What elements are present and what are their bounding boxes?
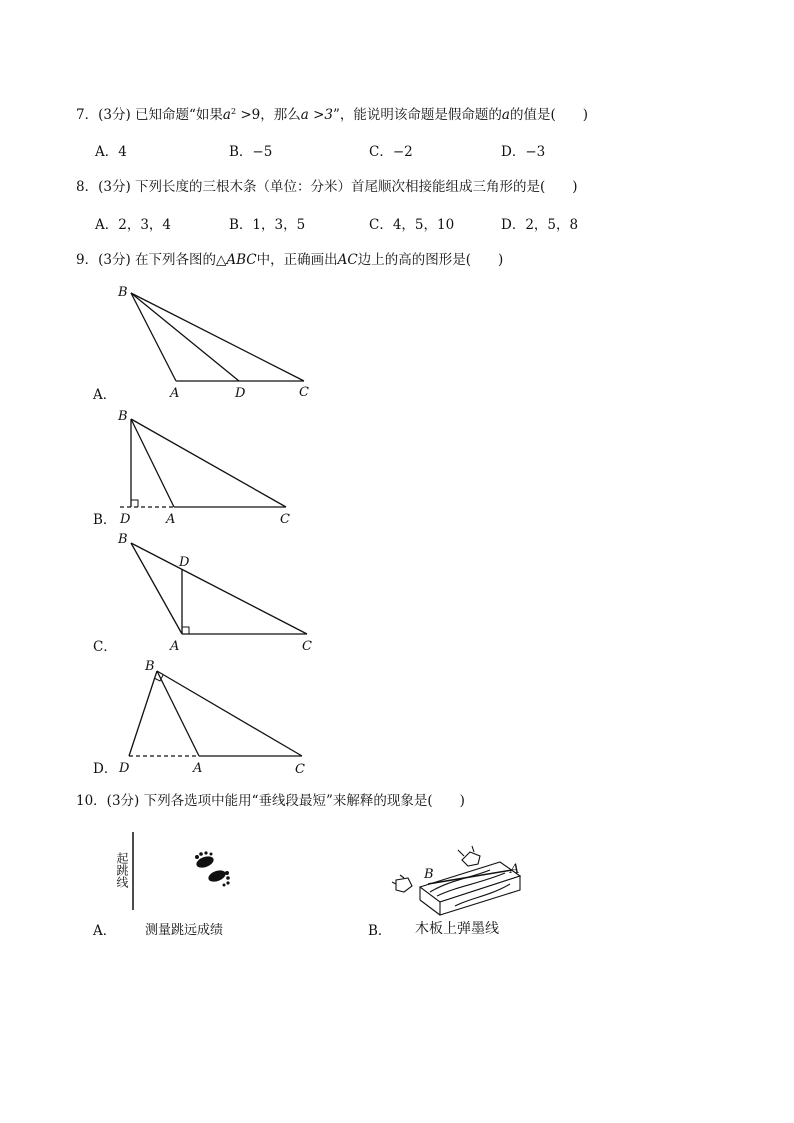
q7-option-a: A．4 — [95, 144, 127, 160]
q7-option-c: C．−2 — [369, 144, 413, 160]
q8-option-a: A．2，3，4 — [95, 217, 172, 233]
q8-option-b: B．1，3，5 — [229, 217, 306, 233]
figure-c-triangle — [131, 543, 307, 634]
question-10: 10．(3分) 下列各选项中能用“垂线段最短”来解释的现象是( ) — [76, 793, 465, 809]
q9-choice-a: A． — [93, 387, 117, 403]
figure-d-triangle — [129, 671, 302, 756]
figure-a-triangle — [131, 293, 304, 381]
figure-b-triangle — [120, 419, 286, 507]
q7-var-a2: a — [501, 107, 510, 123]
q9-prefix: 9．(3分) 在下列各图的△ — [76, 252, 227, 268]
fig-b-label-b: B — [118, 409, 128, 424]
q10-fig-b — [392, 846, 520, 915]
q8-option-c: C．4，5，10 — [369, 217, 455, 233]
q9-mid: 中，正确画出 — [256, 252, 338, 268]
q7-mid2: ”，能说明该命题是假命题的 — [333, 107, 502, 123]
q9-choice-c: C． — [93, 639, 117, 655]
fig-d-label-b: B — [145, 659, 155, 674]
q10-fig-b-label-b: B — [424, 867, 434, 882]
q10-fig-b-caption: 木板上弹墨线 — [415, 921, 499, 937]
fig-a-label-b: B — [118, 285, 128, 300]
q9-ac: AC — [337, 252, 358, 268]
q7-option-b: B．−5 — [229, 144, 273, 160]
q9-suffix: 边上的高的图形是( ) — [357, 252, 504, 268]
q10-fig-b-label-a: A — [510, 862, 520, 877]
hand-left-icon — [392, 875, 412, 892]
fig-a-label-c: C — [299, 385, 309, 400]
q9-choice-d: D． — [93, 761, 118, 777]
fig-a-label-a: A — [170, 386, 180, 401]
question-8: 8．(3分) 下列长度的三根木条（单位：分米）首尾顺次相接能组成三角形的是( ) — [76, 179, 578, 195]
q7-var-a: a — [222, 107, 231, 123]
q9-abc: ABC — [226, 252, 257, 268]
q10-choice-a: A． — [93, 923, 117, 939]
fig-b-label-a: A — [166, 512, 176, 527]
q8-option-d: D．2，5，8 — [501, 217, 579, 233]
q7-exponent: 2 — [230, 107, 237, 116]
q10-fig-a — [133, 832, 230, 910]
fig-c-label-d: D — [179, 555, 190, 570]
q10-fig-a-vertical-label: 起跳线 — [115, 852, 129, 888]
fig-c-label-c: C — [302, 639, 312, 654]
hand-right-icon — [458, 846, 480, 866]
fig-d-label-d: D — [119, 761, 130, 776]
fig-b-label-d: D — [120, 512, 131, 527]
fig-c-label-b: B — [118, 532, 128, 547]
q9-choice-b: B． — [93, 512, 117, 528]
fig-d-label-a: A — [193, 761, 203, 776]
q7-cond2: a >3 — [300, 107, 334, 123]
q7-option-d: D．−3 — [501, 144, 546, 160]
q7-prefix: 7．(3分) 已知命题“如果 — [76, 107, 223, 123]
q7-suffix: 的值是( ) — [509, 107, 589, 123]
q10-fig-a-caption: 测量跳远成绩 — [145, 923, 224, 938]
fig-d-label-c: C — [295, 762, 305, 777]
q10-choice-b: B． — [368, 923, 392, 939]
q7-mid1: >9，那么 — [236, 107, 301, 123]
plank-icon — [420, 862, 520, 915]
fig-c-label-a: A — [170, 639, 180, 654]
fig-b-label-c: C — [280, 512, 290, 527]
footprints-icon — [195, 851, 230, 886]
fig-a-label-d: D — [235, 386, 246, 401]
